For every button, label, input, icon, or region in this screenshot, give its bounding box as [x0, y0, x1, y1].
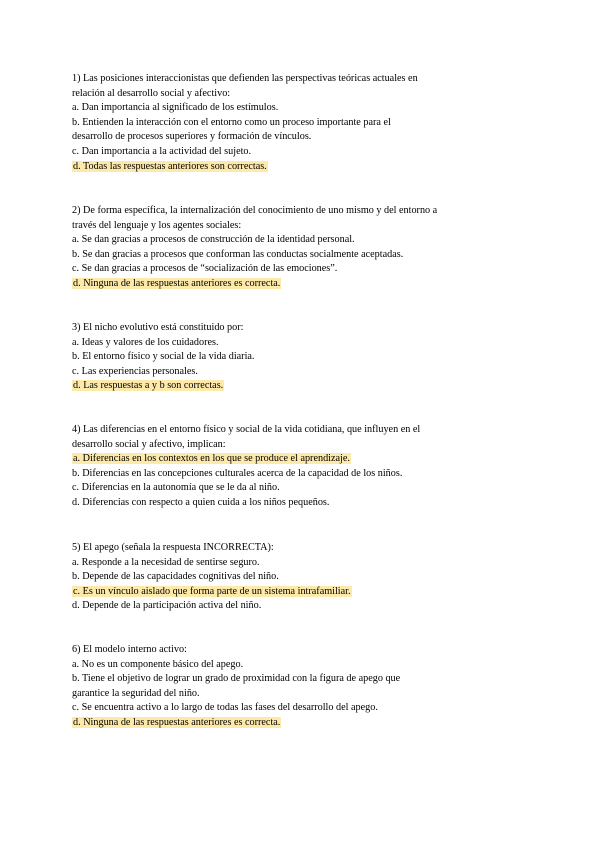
question-stem-line: 4) Las diferencias en el entorno físico y social de la vida cotidiana, que influyen en el	[72, 424, 421, 435]
answer-option-b: b. Depende de las capacidades cognitivas del niño.	[72, 571, 279, 583]
answer-option-c	[72, 585, 532, 600]
answer-option-c: c. Se dan gracias a procesos de “socialización de las emociones”.	[72, 263, 338, 275]
correct-answer-highlight: a. Diferencias en los contextos en los que se produce el aprendizaje.	[73, 453, 350, 465]
answer-option-c: c. Se encuentra activo a lo largo de todas las fases del desarrollo del apego.	[72, 702, 378, 714]
answer-option-a: a. No es un componente básico del apego.	[72, 658, 244, 670]
correct-answer-highlight: d. Ninguna de las respuestas anteriores es correcta.	[73, 716, 281, 728]
question-stem-line: 1) Las posiciones interaccionistas que defienden las perspectivas teóricas actuales en	[72, 73, 418, 84]
question-3	[72, 321, 532, 394]
question-5	[72, 541, 532, 614]
answer-option-d: d. Depende de la participación activa del niño.	[72, 600, 262, 612]
answer-option-c: c. Dan importancia a la actividad del sujeto.	[72, 145, 252, 157]
answer-option-c: c. Diferencias en la autonomía que se le da al niño.	[72, 482, 280, 494]
question-stem-line: 2) De forma específica, la internalización del conocimiento de uno mismo y del entorno a	[72, 205, 438, 216]
answer-option-b-cont: desarrollo de procesos superiores y formación de vínculos.	[72, 131, 312, 143]
question-stem-line: 3) El nicho evolutivo está constituido por:	[72, 322, 244, 333]
question-stem-line: través del lenguaje y los agentes sociales:	[72, 219, 242, 231]
answer-option-a: a. Se dan gracias a procesos de construcción de la identidad personal.	[72, 234, 355, 246]
correct-answer-highlight: c. Es un vínculo aislado que forma parte de un sistema intrafamiliar.	[73, 585, 351, 597]
answer-option-d	[72, 277, 532, 292]
answer-option-b: b. Entienden la interacción con el entorno como un proceso importante para el	[72, 116, 391, 128]
question-stem-line: relación al desarrollo social y afectivo:	[72, 87, 231, 99]
correct-answer-highlight: d. Ninguna de las respuestas anteriores es correcta.	[73, 277, 281, 289]
answer-option-d: d. Diferencias con respecto a quien cuida a los niños pequeños.	[72, 496, 330, 508]
answer-option-d	[72, 379, 532, 394]
question-2	[72, 204, 532, 292]
question-6	[72, 643, 532, 731]
question-1	[72, 72, 532, 174]
answer-option-b: b. El entorno físico y social de la vida diaria.	[72, 351, 255, 363]
answer-option-a: a. Responde a la necesidad de sentirse seguro.	[72, 556, 260, 568]
question-stem-line: 6) El modelo interno activo:	[72, 644, 187, 655]
question-stem-line: 5) El apego (señala la respuesta INCORRECTA):	[72, 542, 274, 553]
answer-option-b-cont: garantice la seguridad del niño.	[72, 687, 200, 699]
answer-option-a: a. Ideas y valores de los cuidadores.	[72, 336, 219, 348]
correct-answer-highlight: d. Las respuestas a y b son correctas.	[73, 380, 224, 392]
question-stem-line: desarrollo social y afectivo, implican:	[72, 438, 226, 450]
answer-option-d	[72, 716, 532, 731]
question-4	[72, 423, 532, 511]
correct-answer-highlight: d. Todas las respuestas anteriores son correctas.	[73, 160, 267, 172]
answer-option-b: b. Diferencias en las concepciones culturales acerca de la capacidad de los niños.	[72, 467, 403, 479]
answer-option-b: b. Tiene el objetivo de lograr un grado de proximidad con la figura de apego que	[72, 673, 401, 685]
answer-option-c: c. Las experiencias personales.	[72, 365, 198, 377]
answer-option-b: b. Se dan gracias a procesos que conforman las conductas socialmente aceptadas.	[72, 248, 404, 260]
answer-option-a: a. Dan importancia al significado de los estímulos.	[72, 102, 279, 114]
answer-option-a	[72, 452, 532, 467]
answer-option-d	[72, 160, 532, 175]
